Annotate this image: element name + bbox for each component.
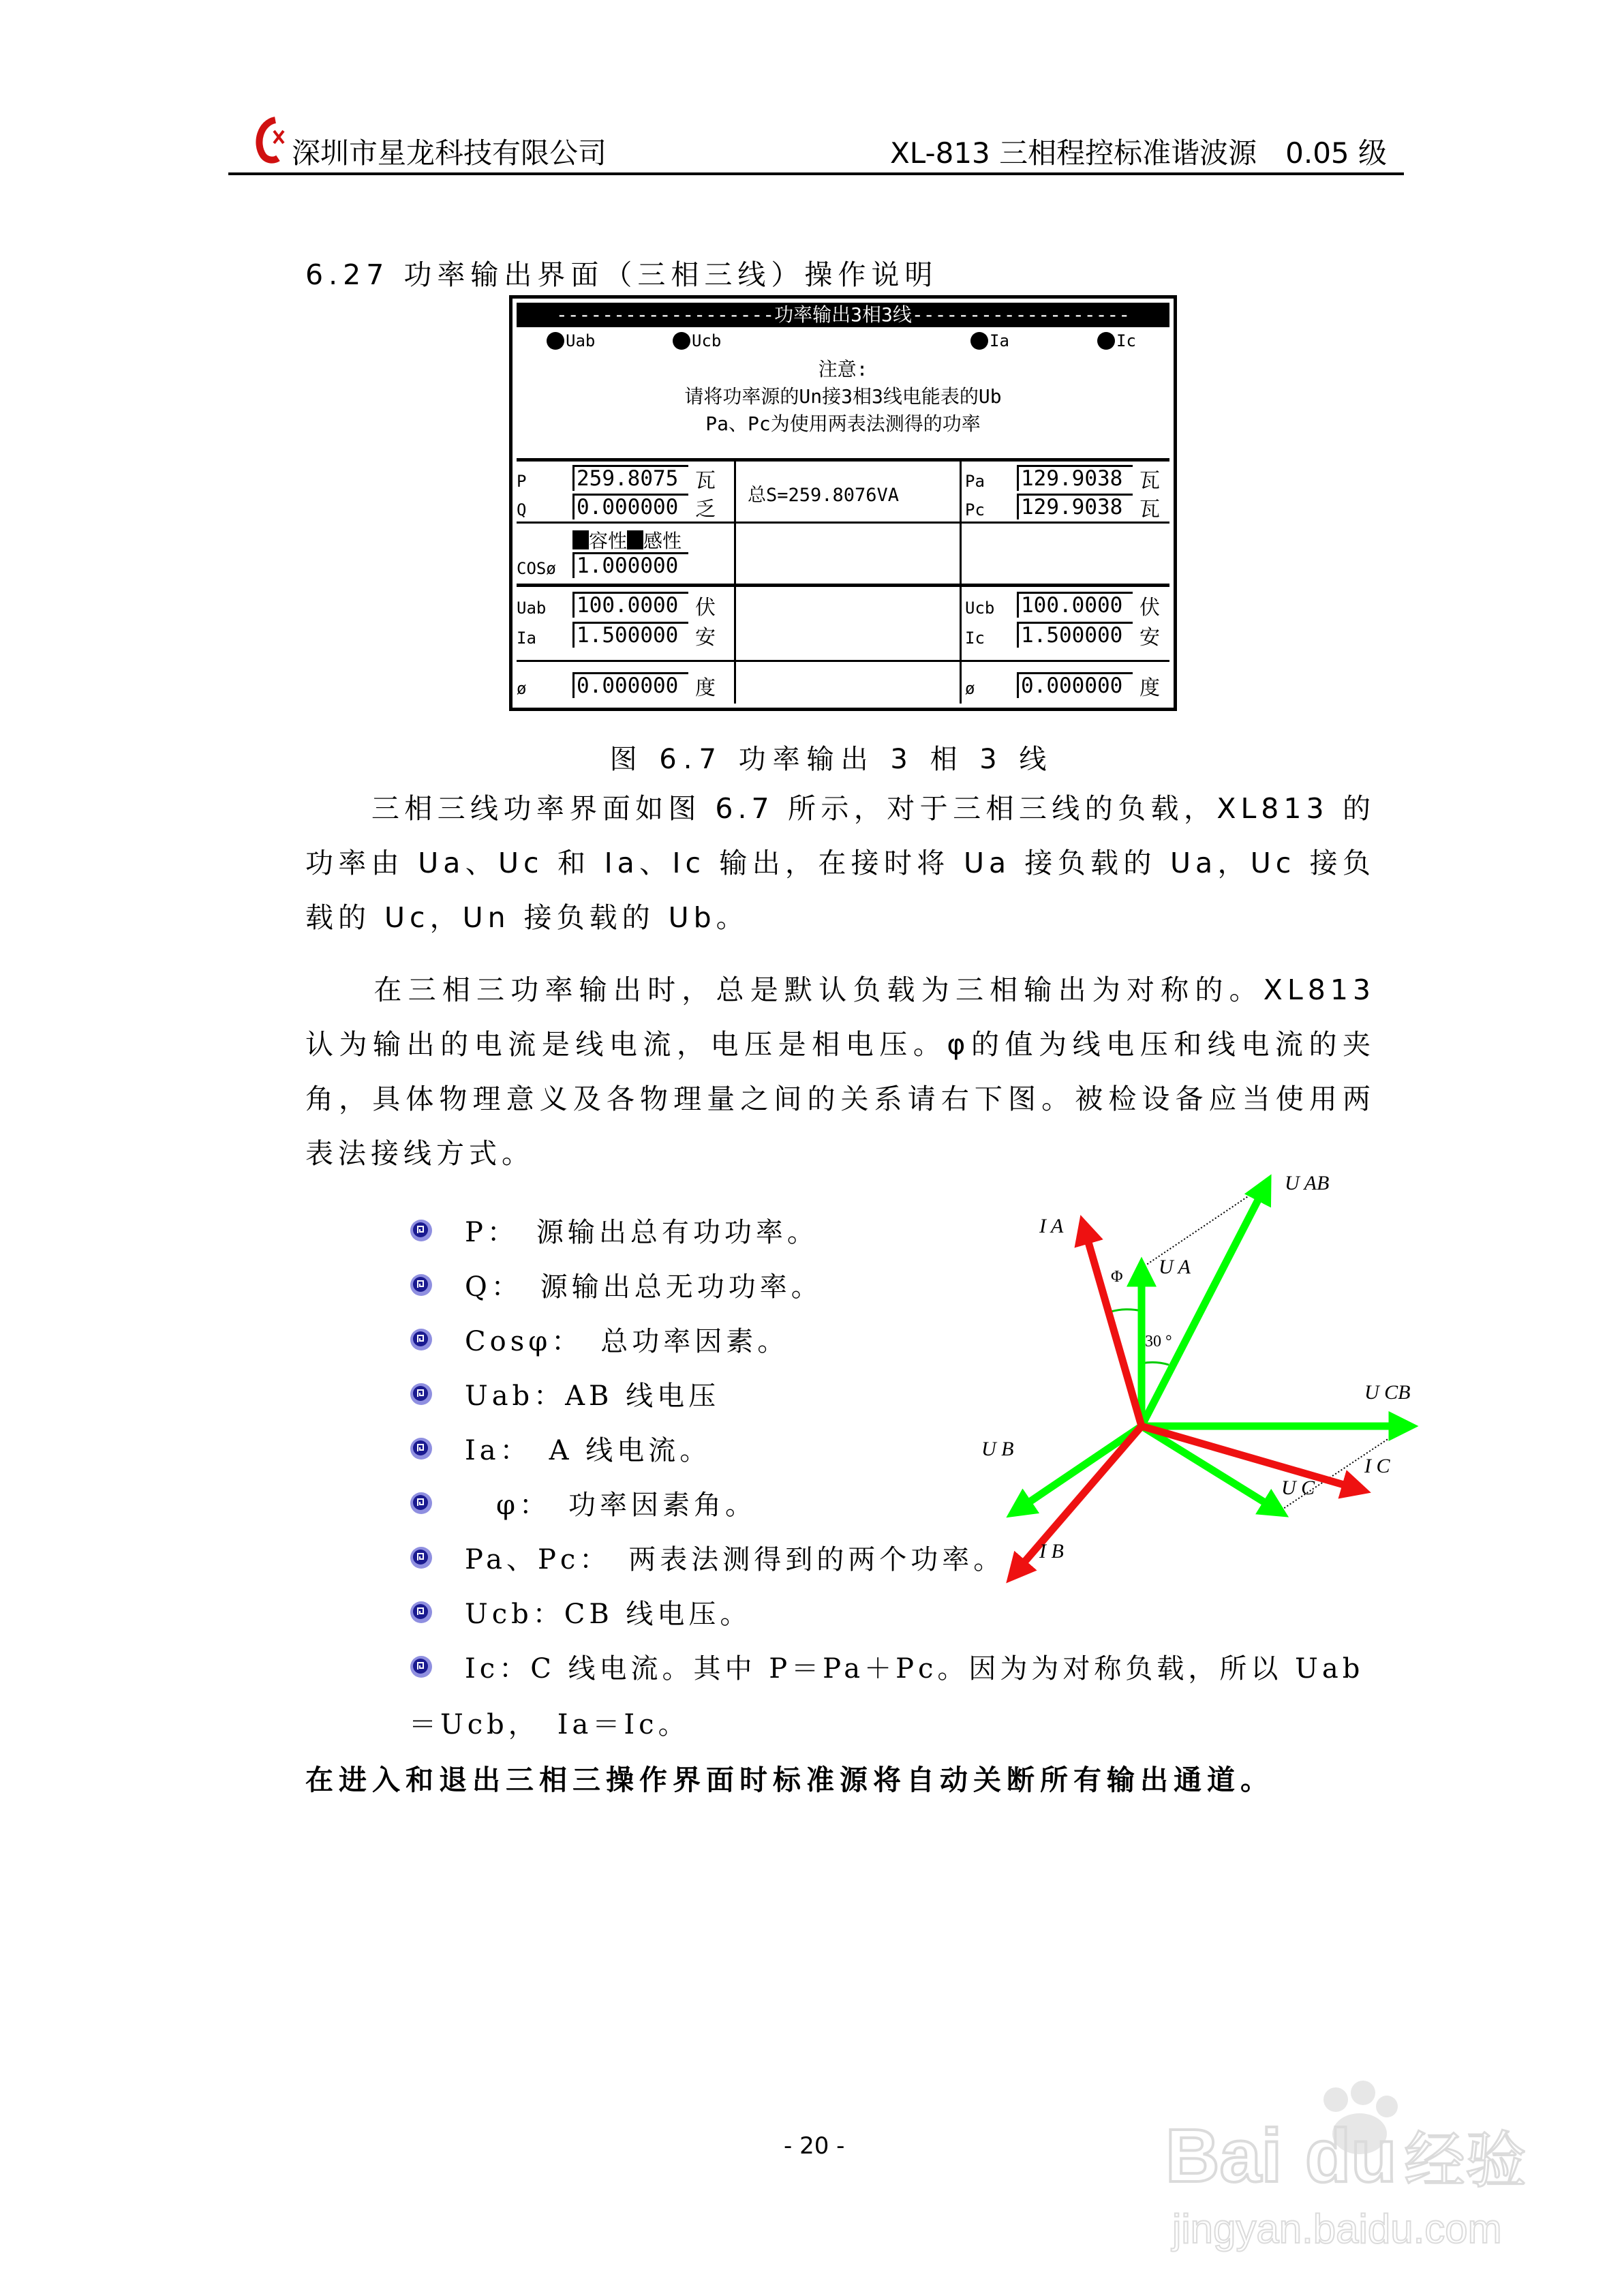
label-ucb: U CB xyxy=(1364,1381,1411,1404)
bullet-text: Q： 源输出总无功功率。 xyxy=(465,1271,823,1303)
p-value-field[interactable]: 259.8075 xyxy=(572,465,688,491)
notice-title: 注意: xyxy=(818,358,868,380)
p-unit: 瓦 xyxy=(695,469,716,493)
cos-label: COSø xyxy=(517,559,556,578)
uab-label: Uab xyxy=(517,599,547,618)
notice-line-1: 请将功率源的Un接3相3线电能表的Ub xyxy=(684,385,1002,408)
q-unit: 乏 xyxy=(695,498,716,522)
bullet-text: φ： 功率因素角。 xyxy=(465,1490,757,1521)
ia-vector xyxy=(1084,1226,1142,1426)
phi-unit: 度 xyxy=(1139,676,1160,700)
label-ua: U A xyxy=(1159,1256,1191,1278)
uc-vector xyxy=(1142,1426,1279,1511)
ucb-unit: 伏 xyxy=(1139,596,1160,620)
uab-vector xyxy=(1142,1184,1266,1426)
paragraph-1: 三相三线功率界面如图 6.7 所示，对于三相三线的负载，XL813 的功率由 Ua、Uc 和 Ia、Ic 输出，在接时将 Ua 接负载的 Ua，Uc 接负载的 Uc，Un 接负载的 Ub。 xyxy=(305,792,1375,934)
indicator-label: Uab xyxy=(566,331,596,350)
lcd-title-bar: -------------------功率输出3相3线------------------- xyxy=(517,303,1169,327)
phi-unit: 度 xyxy=(695,676,716,700)
phi-value-field[interactable]: 0.000000 xyxy=(572,672,688,698)
total-apparent-power: 总S=259.8076VA xyxy=(748,485,900,506)
ia-label: Ia xyxy=(517,629,536,648)
q-label: Q xyxy=(517,500,527,519)
company-name: 深圳市星龙科技有限公司 xyxy=(292,136,607,170)
section-title: 6.27 功率输出界面（三相三线）操作说明 xyxy=(305,258,938,291)
ia-value-field[interactable]: 1.500000 xyxy=(572,622,688,648)
bullet-text: Uab：AB 线电压 xyxy=(465,1380,720,1412)
pa-value-field[interactable]: 129.9038 xyxy=(1017,465,1133,491)
indicator-label: Ic xyxy=(1116,331,1136,350)
indicator-label: Ucb xyxy=(692,331,722,350)
uab-value-field[interactable]: 100.0000 xyxy=(572,592,688,618)
phi-label: ø xyxy=(517,679,527,698)
figure-caption: 图 6.7 功率输出 3 相 3 线 xyxy=(609,744,1054,775)
baidu-jingyan-watermark-logo xyxy=(1159,2059,1540,2263)
paragraph-2: 在三相三功率输出时，总是默认负载为三相输出为对称的。XL813 认为输出的电流是线电流，电压是相电压。φ的值为线电压和线电流的夹角，具体物理意义及各物理量之间的关系请右下图。被检设备应当使用两表法接线方式。 xyxy=(305,973,1375,1170)
pc-label: Pc xyxy=(965,500,985,519)
page-number: - 20 - xyxy=(784,2132,845,2160)
phi-label: ø xyxy=(965,679,975,698)
capacitive-label: 容性 xyxy=(589,530,628,552)
bullet-text: P： 源输出总有功功率。 xyxy=(465,1217,818,1248)
inductive-label: 感性 xyxy=(643,530,682,552)
bullet-text: Ucb：CB 线电压。 xyxy=(465,1599,752,1630)
ia-unit: 安 xyxy=(695,626,716,650)
q-value-field[interactable]: 0.000000 xyxy=(572,494,688,519)
label-ib: I B xyxy=(1039,1540,1064,1562)
product-title: XL-813 三相程控标准谐波源 0.05 级 xyxy=(890,136,1387,170)
pc-value-field[interactable]: 129.9038 xyxy=(1017,494,1133,519)
bullet-text: Pa、Pc： 两表法测得到的两个功率。 xyxy=(465,1544,1005,1575)
svg-text:Bai: Bai xyxy=(1165,2114,1283,2198)
cos-value-field[interactable]: 1.000000 xyxy=(572,552,688,578)
svg-text:du: du xyxy=(1305,2114,1397,2198)
ic-value-field[interactable]: 1.500000 xyxy=(1017,622,1133,648)
svg-text:jingyan.baidu.com: jingyan.baidu.com xyxy=(1172,2206,1502,2252)
bullet-continuation: ＝Ucb， Ia＝Ic。 xyxy=(409,1709,690,1740)
bullet-text: Ia： A 线电流。 xyxy=(465,1435,711,1466)
phi-angle-arc xyxy=(1111,1310,1142,1312)
bullet-text: Cosφ： 总功率因素。 xyxy=(465,1326,789,1357)
label-phi: Φ xyxy=(1111,1268,1123,1286)
ucb-label: Ucb xyxy=(965,599,995,618)
label-uab: U AB xyxy=(1285,1172,1330,1194)
pa-label: Pa xyxy=(965,472,985,491)
label-uc: U C xyxy=(1281,1477,1315,1499)
bullet-text: Ic：C 线电流。其中 P＝Pa＋Pc。因为为对称负载，所以 Uab xyxy=(465,1653,1364,1685)
pa-unit: 瓦 xyxy=(1139,469,1160,493)
ic-unit: 安 xyxy=(1139,626,1160,650)
label-angle: 30 ° xyxy=(1145,1333,1172,1350)
uab-unit: 伏 xyxy=(695,596,716,620)
label-ub: U B xyxy=(981,1438,1014,1460)
ic-label: Ic xyxy=(965,629,985,648)
pc-unit: 瓦 xyxy=(1139,498,1160,522)
ic-vector xyxy=(1142,1426,1360,1490)
label-ic: I C xyxy=(1364,1455,1390,1477)
label-ia: I A xyxy=(1039,1215,1064,1237)
p-label: P xyxy=(517,472,527,491)
indicator-label: Ia xyxy=(990,331,1009,350)
ucb-value-field[interactable]: 100.0000 xyxy=(1017,592,1133,618)
svg-text:经验: 经验 xyxy=(1404,2125,1527,2196)
final-note: 在进入和退出三相三操作界面时标准源将自动关断所有输出通道。 xyxy=(305,1764,1274,1796)
angle-30-arc xyxy=(1142,1362,1169,1365)
phi-value-field[interactable]: 0.000000 xyxy=(1017,672,1133,698)
notice-line-2: Pa、Pc为使用两表法测得的功率 xyxy=(705,412,981,435)
